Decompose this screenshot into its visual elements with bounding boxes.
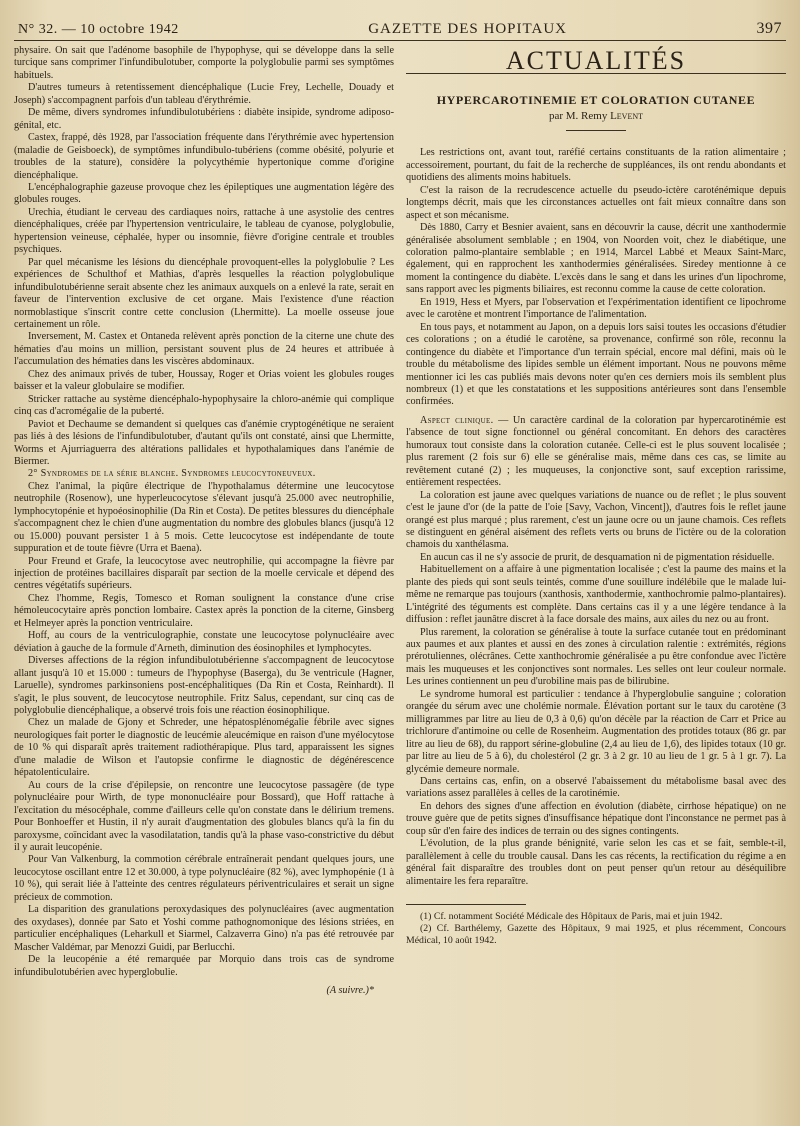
page-number: 397 <box>756 20 782 37</box>
paragraph: Chez l'homme, Regis, Tomesco et Roman soulignent la constance d'une crise hémoleucocytaire après ponction lombaire. Castex après la ponction de la citerne, Ginsberg et Helmeyer après la ponction ventriculaire. <box>14 592 394 629</box>
paragraph: Au cours de la crise d'épilepsie, on rencontre une leucocytose passagère (de type polynucléaire pour Wirth, de type mononucléaire pour Bossard), que Hoff rattache à l'excitation du mésocéphale, comme d'ailleurs celle qu'on constate dans le délirium tremens. Pour Bonhoeffer et Hustin, il n'y aurait d'augmentation des globules blancs qu'à la fin du paroxysme, coïncidant avec la vasodilatation, tandis qu'à la phase vaso-constrictive du début il y aurait leucopénie. <box>14 779 394 853</box>
paragraph: Paviot et Dechaume se demandent si quelques cas d'anémie cryptogénétique ne seraient pas liés à des lésions de l'infundibulotuber, d'autant qu'ils ont constaté, ainsi que Lhermitte, Worms et Ajurriaguerra des altérations pallidales et hypothalamiques dans l'anémie de Biermer. <box>14 418 394 467</box>
journal-title: GAZETTE DES HOPITAUX <box>368 21 567 37</box>
issue-number: N° 32. — 10 octobre 1942 <box>18 22 179 37</box>
byline-author: Levent <box>610 109 644 122</box>
article-byline <box>406 110 786 122</box>
paragraph: La disparition des granulations peroxydasiques des polynucléaires (avec augmentation des oxydases), donnée par Sato et Yoshi comme pathognomonique des lésions striées, en particulier encéphaliques (Leharkull et Siarmel, Calzaverra Gino) n'a pas été retrouvée par Mascher Valdémar, par Menozzi Guidi, par Berlucchi. <box>14 904 394 953</box>
paragraph: C'est la raison de la recrudescence actuelle du pseudo-ictère caroténémique depuis longtemps décrit, mais que les circonstances actuelles ont fait mieux connaître dans son aspect et son mécanisme. <box>406 184 786 221</box>
paragraph: Pour Van Valkenburg, la commotion cérébrale entraînerait pendant quelques jours, une leucocytose oscillant entre 12 et 30.000, à type polynucléaire (82 %), avec lymphopénie (1 à 10 %), qui serait liée à l'atteinte des centres régulateurs périventriculaires et serait un signe précieux de commotion. <box>14 854 394 903</box>
paragraph: Plus rarement, la coloration se généralise à toute la surface cutanée tout en prédominant aux paumes et aux plantes et aussi en des zones à circulation ralentie : extrémités, régions prérotuliennes, olécrânes. Cette xanthochromie généralisée a pu être confondue avec l'ictère mais les muqueuses et les conjonctives sont normales. Les selles ont leur couleur normale. Les urines contiennent un peu d'urobiline mais pas de bilirubine. <box>406 626 786 688</box>
footnote: (1) Cf. notamment Société Médicale des Hôpitaux de Paris, mai et juin 1942. <box>420 911 723 923</box>
aspect-paragraph-first: Aspect clinique. — Un caractère cardinal de la coloration par hypercarotinémie est l'absence de tout signe fonctionnel ou général concomitant. En dehors des caractères humoraux tout consiste dans la coloration cutanée. Celle-ci est le plus souvent localisée ; plus rarement (2 fois sur 6) elle se généralise mais, même dans ces cas, se limite au revêtement cutané (2) ; les muqueuses, la conjonctive sont, sauf exception rarissime, entièrement respectées. <box>406 414 787 489</box>
paragraph: D'autres tumeurs à retentissement diencéphalique (Lucie Frey, Lechelle, Douady et Joseph) s'accompagnent parfois d'un tableau d'érythrémie. <box>14 82 394 106</box>
paragraph: En 1919, Hess et Myers, par l'observation et l'expérimentation identifient ce lipochrome avec le carotène et montrent l'importance de l'alimentation. <box>406 296 786 321</box>
paragraph: En aucun cas il ne s'y associe de prurit, de desquamation ni de pigmentation résiduelle. <box>420 551 775 563</box>
paragraph: Stricker rattache au système diencéphalo-hypophysaire la chloro-anémie qui complique cinq cas d'acromégalie de la puberté. <box>14 393 394 418</box>
footnote: (2) Cf. Barthélemy, Gazette des Hôpitaux, 9 mai 1925, et plus récemment, Concours Médical, 10 août 1942. <box>406 923 786 947</box>
paragraph: De la leucopénie a été remarquée par Morquio dans trois cas de syndrome infundibulotubérien avec hyperglobulie. <box>14 954 394 978</box>
footnote-rule <box>406 904 526 905</box>
paragraph: physaire. On sait que l'adénome basophile de l'hypophyse, qui se développe dans la selle turcique sans comprimer l'infundibulotuber, comporte la polyglobulie parmi ses symptômes habituels. <box>14 45 394 81</box>
page-header <box>14 10 786 41</box>
paragraph: De même, divers syndromes infundibulotubériens : diabète insipide, syndrome adiposo-génital, etc. <box>14 107 394 131</box>
paragraph: Chez l'animal, la piqûre électrique de l'hypothalamus détermine une leucocytose neutrophile (Rosenow), une hyperleucocytose s'élevant jusqu'à 25.000 avec neutrophilie, lymphocytopénie et hypoéosinophilie (Da Rin et Costa). De petites blessures du diencéphale s'accompagnent chez le chien d'une augmentation du nombre des globules blancs (jusqu'à 12 ou 15.000) pouvant persister 1 à 5 mois. Cette leucocytose est indépendante de toute suppuration et de toute fièvre (Urra et Baena). <box>14 480 394 555</box>
paragraph: En dehors des signes d'une affection en évolution (diabète, cirrhose hépatique) on ne trouve guère que de petits signes d'insuffisance hépatique dont l'inconstance ne permet pas à coup sûr d'en faire des indices de terrain ou des signes contingents. <box>406 800 786 837</box>
paragraph: L'encéphalographie gazeuse provoque chez les épileptiques une augmentation légère des globules rouges. <box>14 181 394 206</box>
paragraph: Urechia, étudiant le cerveau des cardiaques noirs, rattache à une asystolie des centres diencéphaliques, créée par l'hypertension ventriculaire, le tableau de cyanose, polyglobulie, hypertension veineuse, céphalée, hyper ou insomnie, fièvre d'origine centrale et troubles psychiques. <box>14 206 394 256</box>
paragraph: Chez des animaux privés de tuber, Houssay, Roger et Orias voient les globules rouges baisser et la valeur globulaire se modifier. <box>14 368 394 393</box>
to-be-continued: (A suivre.)* <box>326 984 374 996</box>
article-title: HYPERCAROTINEMIE ET COLORATION CUTANEE <box>436 93 756 108</box>
paragraph: Diverses affections de la région infundibulotubérienne s'accompagnent de leucocytose allant jusqu'à 10 et 15.000 : tumeurs de l'hypophyse (Baserga), du 3e ventricule (Hagner, Laruelle), syndromes parkinsoniens post-encéphalitiques (Da Rin et Costa, Reinhardt). Il s'agit, le plus souvent, de leucocytose neutrophile. Fritz Salus, cependant, sur cinq cas de polyglobulie diencéphalique, a observé trois fois une réaction éosinophilique. <box>14 655 394 717</box>
paragraph: Chez un malade de Gjony et Schreder, une hépatosplénomégalie fébrile avec signes neurologiques fait porter le diagnostic de leucémie aleucémique en raison d'une myélocytose de 10 % qui disparaît après traitement radiothérapique. Plus tard, apparaissent les signes d'une maladie de Wilson et l'autopsie confirme le diagnostic de dégénérescence hépatolenticulaire. <box>14 717 394 779</box>
paragraph: Dans certains cas, enfin, on a observé l'abaissement du métabolisme basal avec des variations assez parallèles à celles de la carotinémie. <box>406 776 786 800</box>
section-heading: 2° Syndromes de la série blanche. Syndromes leucocytoneuveux. <box>28 468 316 480</box>
paragraph: Pour Freund et Grafe, la leucocytose avec neutrophilie, qui accompagne la fièvre par injection de protéines bacillaires disparaît par section de la moelle cervicale et dépend des centres végétatifs supérieurs. <box>14 555 394 592</box>
rubric-title: ACTUALITÉS <box>406 53 786 74</box>
paragraph: Dès 1880, Carry et Besnier avaient, sans en découvrir la cause, décrit une xanthodermie généralisée absolument semblable ; en 1904, von Noorden voit, chez le diabétique, une coloration palmo-plantaire semblable ; en 1914, Marcel Labbé et Meaux Saint-Marc, également, qui en rapprochent les xanthodermies généralisées. Siredey mentionne à ce moment la contingence du diabète. L'excès dans le sang et dans les urines d'un lipochrome, sans rapport avec les pigments biliaires, est reconnu comme la cause de cette coloration. <box>406 222 786 296</box>
paragraph: Hoff, au cours de la ventriculographie, constate une leucocytose polynucléaire avec déviation à gauche de la formule d'Arneth, diminution des éosinophiles et lymphocytes. <box>14 630 394 654</box>
footnotes <box>406 911 786 947</box>
paragraph: En tous pays, et notamment au Japon, on a depuis lors saisi toutes les occasions d'étudier ces colorations ; on a étudié le carotène, sa provenance, confirmé son rôle, reconnu la contingence du diabète et l'importance d'un terrain spécial, encore mal défini, mais où le trouble du métabolisme des lipides semble un élément important. Nous ne pouvons même mentionner ici les cas publiés mais devons noter qu'en ces derniers mois ils semblent plus nombreux (1) et que les constatations et les suppositions antérieures sont dans l'ensemble confirmées. <box>406 321 786 408</box>
paragraph: Castex, frappé, dès 1928, par l'association fréquente dans l'érythrémie avec hypertension (maladie de Geisboeck), de symptômes infundibulo-tubériens (comme obésité, polyurie et troubles de la stature), considère la polycythémie hypertonique comme d'origine diencéphalique. <box>14 132 394 181</box>
title-rule <box>566 130 626 131</box>
paragraph: Le syndrome humoral est particulier : tendance à l'hyperglobulie sanguine ; coloration orangée du sérum avec une cholémie normale. Élévation portant sur le taux du carotène (3 milligrammes par litre au lieu de 0,3 à 0,6) qu'on décèle par la réaction de Carr et Price au trichlorure d'antimoine ou celle de Rosenheim. Augmentation des protides totaux (86 gr. par litre au lieu de 68), du rapport sérine-globuline (2,4 au lieu de 1,6), des lipides totaux (10 gr. par litre au lieu de 5 à 6), du cholestérol (2 gr. 3 à 2 gr. 10 au lieu de 1 gr. 5 à 1 gr. 7). La glycémie demeure normale. <box>406 688 786 775</box>
paragraph: L'évolution, de la plus grande bénignité, varie selon les cas et se fait, semble-t-il, parallèlement à celle du trouble causal. Dans les cas récents, la rectification du régime a en général fait disparaître des troubles dont on peut penser qu'un retour au déséquilibre alimentaire les fera reparaître. <box>406 838 786 887</box>
left-column <box>14 45 394 997</box>
paragraph: Par quel mécanisme les lésions du diencéphale provoquent-elles la polyglobulie ? Les expériences de Schulthof et Mathias, d'après lesquelles la réaction polyglobulique infundibulotubérienne serait absente chez les animaux auxquels on a enlevé la rate, serait en faveur de l'intervention exclusive de cet organe. Mais l'existence d'une réaction normoblastique s'inscrit contre cette conclusion (Lhermitte). La moelle osseuse joue certainement un rôle. <box>14 256 394 330</box>
paragraph: Les restrictions ont, avant tout, raréfié certains constituants de la ration alimentaire ; accessoirement, pourtant, du fait de la recherche de suppléances, ils ont rendu abondants et quotidiens des aliments moins habituels. <box>406 147 786 184</box>
right-column <box>406 45 786 997</box>
paragraph: Habituellement on a affaire à une pigmentation localisée ; c'est la paume des mains et la plante des pieds qui sont seuls teintés, comme d'une souillure indélébile que le malade lui-même ne remarque pas toujours (xanthosis, xanthodermie, xanthochromie palmo-plantaires). L'intégrité des téguments est complète. Dans certains cas il y a une légère tendance à la diffusion : reflet jaunâtre discret à la face dorsale des mains, aux ailes du nez ou au front. <box>406 564 786 626</box>
paragraph: La coloration est jaune avec quelques variations de nuance ou de reflet ; le plus souvent c'est le jaune d'or (de la patte de l'oie [Savy, Vachon, Vincent]), d'autres fois le reflet jaune orangé est plus marqué ; plus rarement, c'est un jaune ocre ou un jaune chamois. Ces reflets se distinguent en général aisément des reflets verts ou bruns de l'ictère ou de la coloration chamois du xanthélasma. <box>406 489 786 551</box>
byline-prefix: par M. Remy <box>548 109 608 122</box>
paragraph: Inversement, M. Castex et Ontaneda relèvent après ponction de la citerne une chute des hématies d'au moins un million, persistant souvent plus de 24 heures et attribuée à l'accumulation des hématies dans les viscères abdominaux. <box>14 331 394 368</box>
